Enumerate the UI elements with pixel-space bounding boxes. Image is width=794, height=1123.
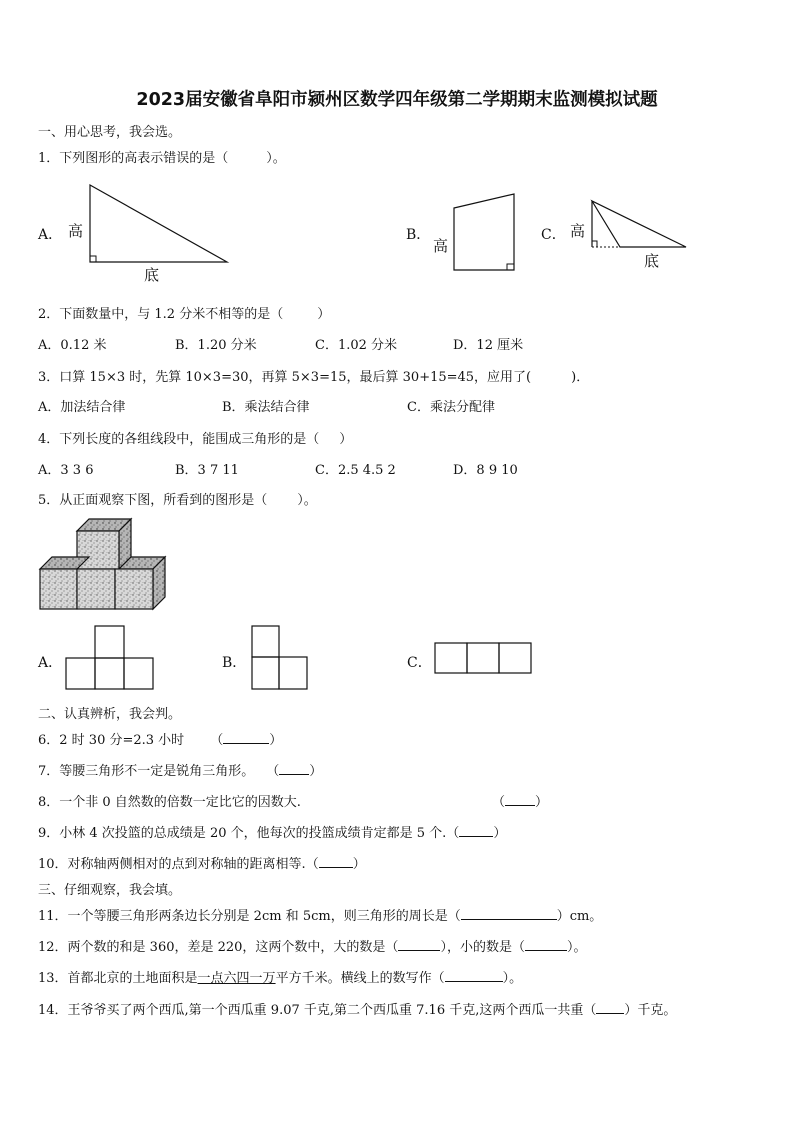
- q1-a-base-label: 底: [144, 266, 160, 284]
- q1-b-height-label: 高: [433, 237, 449, 255]
- q2-option-b: B．1.20 分米: [175, 338, 257, 353]
- q1-figure-a: [90, 185, 227, 262]
- q1-figure-b: [454, 194, 514, 270]
- q5-option-c-figure: [435, 643, 531, 673]
- question-3: 3．口算 15×3 时，先算 10×3=30，再算 5×3=15，最后算 30+15=45，应用了( )．: [38, 370, 590, 385]
- q1-c-base-label: 底: [644, 252, 660, 270]
- q5-option-b-label: B．: [222, 655, 247, 671]
- question-8: 8．一个非 0 自然数的倍数一定比它的因数大.: [38, 795, 301, 810]
- q5-option-c-label: C．: [407, 655, 432, 671]
- q4-option-d: D．8 9 10: [453, 463, 518, 478]
- page-title: 2023届安徽省阜阳市颍州区数学四年级第二学期期末监测模拟试题: [136, 90, 658, 110]
- question-2: 2．下面数量中，与 1.2 分米不相等的是（ ）: [38, 307, 331, 322]
- q2-option-a: A．0.12 米: [38, 338, 107, 353]
- question-8-answer: （ ）: [492, 795, 549, 810]
- q3-option-c: C．乘法分配律: [407, 400, 495, 415]
- answer-blank[interactable]: [223, 731, 269, 744]
- question-7: 7．等腰三角形不一定是锐角三角形。 （ ）: [38, 764, 323, 779]
- question-10: 10．对称轴两侧相对的点到对称轴的距离相等.（ ）: [38, 857, 366, 872]
- question-13: 13．首都北京的土地面积是一点六四一万平方千米。横线上的数写作（ ）。: [38, 971, 523, 986]
- question-11: 11．一个等腰三角形两条边长分别是 2cm 和 5cm，则三角形的周长是（ ）cm。: [38, 909, 603, 924]
- answer-blank[interactable]: [461, 907, 557, 920]
- q1-option-a-label: A．: [38, 227, 63, 243]
- q5-option-b-figure: [252, 626, 307, 689]
- answer-blank[interactable]: [596, 1001, 624, 1014]
- answer-blank[interactable]: [445, 969, 503, 982]
- question-12: 12．两个数的和是 360，差是 220，这两个数中，大的数是（ ），小的数是（ ）。: [38, 940, 587, 955]
- q5-option-a-label: A．: [38, 655, 63, 671]
- question-4: 4．下列长度的各组线段中，能围成三角形的是（ ）: [38, 432, 353, 447]
- section-heading-1: 一、用心思考，我会选。: [38, 125, 182, 140]
- answer-blank[interactable]: [319, 855, 353, 868]
- question-9: 9．小林 4 次投篮的总成绩是 20 个，他每次的投篮成绩肯定都是 5 个.（ ）: [38, 826, 507, 841]
- answer-blank[interactable]: [505, 793, 535, 806]
- question-6: 6．2 时 30 分=2.3 小时 （ ）: [38, 733, 283, 748]
- answer-blank[interactable]: [398, 938, 440, 951]
- q4-option-a: A．3 3 6: [38, 463, 94, 478]
- question-5: 5．从正面观察下图，所看到的图形是（ ）。: [38, 493, 317, 508]
- q1-a-height-label: 高: [68, 222, 84, 240]
- q4-option-c: C．2.5 4.5 2: [315, 463, 396, 478]
- section-heading-3: 三、仔细观察，我会填。: [38, 883, 182, 898]
- q3-option-a: A．加法结合律: [38, 400, 126, 415]
- q1-c-height-label: 高: [570, 222, 586, 240]
- q5-cube-figure: [40, 519, 165, 609]
- q1-option-b-label: B．: [406, 227, 431, 243]
- underlined-number-words: 一点六四一万: [197, 971, 276, 986]
- q4-option-b: B．3 7 11: [175, 463, 239, 478]
- q2-option-d: D．12 厘米: [453, 338, 524, 353]
- section-heading-2: 二、认真辨析，我会判。: [38, 707, 182, 722]
- q1-option-c-label: C．: [541, 227, 566, 243]
- question-14: 14．王爷爷买了两个西瓜,第一个西瓜重 9.07 千克,第二个西瓜重 7.16 千克,这两个西瓜一共重（ ）千克。: [38, 1003, 677, 1018]
- q2-option-c: C．1.02 分米: [315, 338, 398, 353]
- question-1: 1．下列图形的高表示错误的是（ ）。: [38, 151, 286, 166]
- answer-blank[interactable]: [459, 824, 493, 837]
- answer-blank[interactable]: [525, 938, 567, 951]
- answer-blank[interactable]: [279, 762, 309, 775]
- q5-option-a-figure: [66, 626, 153, 689]
- q1-figure-c: [592, 201, 686, 247]
- question-1-stem: 1．下列图形的高表示错误的是（: [38, 151, 229, 166]
- q3-option-b: B．乘法结合律: [222, 400, 310, 415]
